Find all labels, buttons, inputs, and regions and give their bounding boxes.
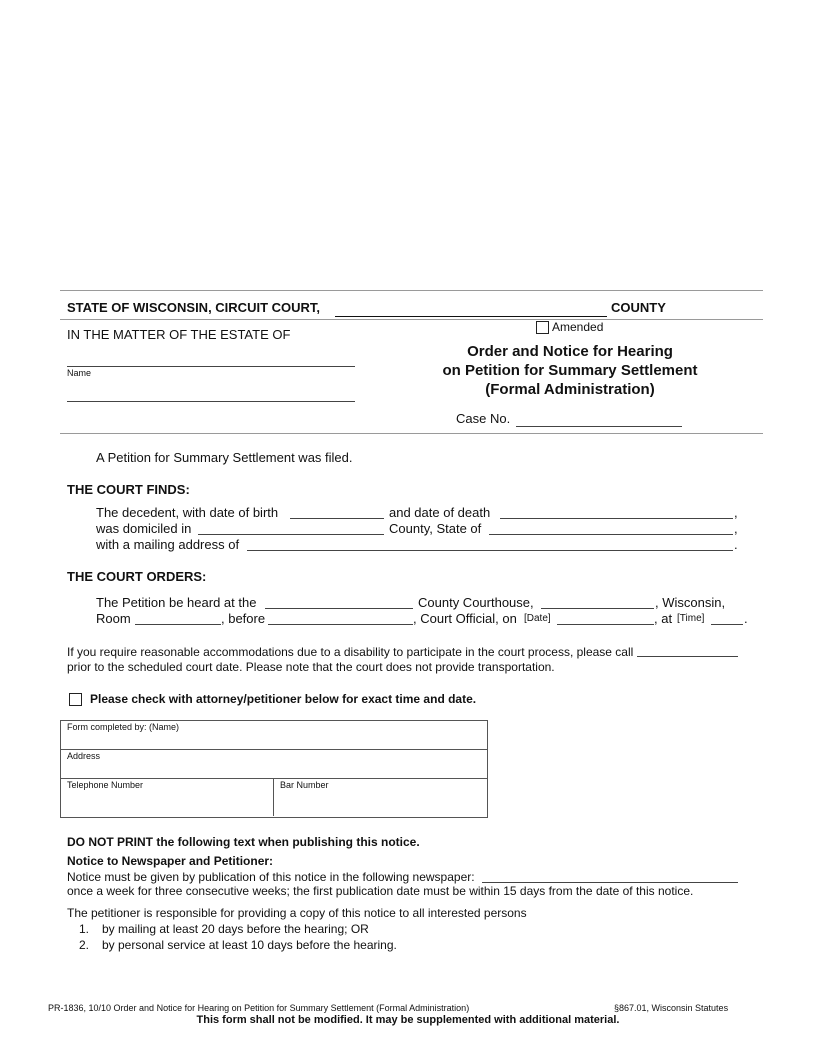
bar-number-label[interactable]: Bar Number xyxy=(280,780,329,790)
title-line-1: Order and Notice for Hearing xyxy=(467,343,673,360)
list-item: by mailing at least 20 days before the hearing; OR xyxy=(102,922,369,936)
newspaper-field[interactable] xyxy=(482,882,738,883)
court-orders-heading: THE COURT ORDERS: xyxy=(67,569,207,584)
date-of-death-field[interactable] xyxy=(500,518,733,519)
time-placeholder: [Time] xyxy=(677,613,705,624)
footer-modification: This form shall not be modified. It may be supplemented with additional material. xyxy=(196,1014,620,1026)
courthouse-county-field[interactable] xyxy=(265,608,413,609)
mailing-address-field[interactable] xyxy=(247,550,733,551)
matter-label: IN THE MATTER OF THE ESTATE OF xyxy=(67,327,291,342)
date-of-birth-field[interactable] xyxy=(290,518,384,519)
header-bottom-rule xyxy=(60,433,763,434)
form-box-divider-1 xyxy=(60,749,487,750)
form-completed-box xyxy=(60,720,488,818)
court-official-field[interactable] xyxy=(268,624,413,625)
accommodation-text-2: prior to the scheduled court date. Please note that the court does not provide transportation. xyxy=(67,660,555,674)
finds-birth-label: The decedent, with date of birth xyxy=(96,505,279,520)
state-court-label: STATE OF WISCONSIN, CIRCUIT COURT, xyxy=(67,300,321,315)
accommodation-text-1: If you require reasonable accommodations due to a disability to participate in the court process, please call xyxy=(67,645,634,659)
amended-checkbox[interactable] xyxy=(536,321,549,334)
court-official-label: , Court Official, on xyxy=(413,611,517,626)
finds-death-label: and date of death xyxy=(389,505,491,520)
estate-name-field-2[interactable] xyxy=(67,401,355,402)
responsible-text: The petitioner is responsible for providing a copy of this notice to all interested persons xyxy=(67,906,527,920)
petition-heard-label: The Petition be heard at the xyxy=(96,595,257,610)
domiciled-label: was domiciled in xyxy=(96,521,192,536)
newspaper-heading: Notice to Newspaper and Petitioner: xyxy=(67,854,274,868)
address-label[interactable]: Address xyxy=(67,751,101,761)
footer-statute: §867.01, Wisconsin Statutes xyxy=(614,1003,729,1013)
courthouse-city-field[interactable] xyxy=(541,608,654,609)
footer-form-id: PR-1836, 10/10 Order and Notice for Hearing on Petition for Summary Settlement (Formal Administration) xyxy=(48,1003,470,1013)
amended-label: Amended xyxy=(552,320,604,334)
finds-comma-2: , xyxy=(734,521,738,536)
court-finds-heading: THE COURT FINDS: xyxy=(67,482,190,497)
publication-text-1: Notice must be given by publication of this notice in the following newspaper: xyxy=(67,870,475,884)
petition-filed-text: A Petition for Summary Settlement was filed. xyxy=(96,450,353,465)
room-field[interactable] xyxy=(135,624,221,625)
check-attorney-label: Please check with attorney/petitioner below for exact time and date. xyxy=(90,692,477,706)
before-label: , before xyxy=(221,611,266,626)
name-label: Name xyxy=(67,368,92,378)
list-item-num: 2. xyxy=(79,938,90,952)
domicile-county-field[interactable] xyxy=(198,534,384,535)
hearing-date-field[interactable] xyxy=(557,624,654,625)
accommodation-phone-field[interactable] xyxy=(637,656,738,657)
county-name-field[interactable] xyxy=(335,316,607,317)
date-placeholder: [Date] xyxy=(524,613,551,624)
form-box-vertical-divider xyxy=(273,778,274,816)
title-line-2: on Petition for Summary Settlement xyxy=(442,362,698,379)
check-attorney-checkbox[interactable] xyxy=(69,693,82,706)
county-state-label: County, State of xyxy=(389,521,482,536)
room-label: Room xyxy=(96,611,131,626)
list-item: by personal service at least 10 days before the hearing. xyxy=(102,938,397,952)
case-number-label: Case No. xyxy=(456,411,511,426)
at-label: , at xyxy=(654,611,673,626)
county-label: COUNTY xyxy=(611,300,666,315)
mailing-address-label: with a mailing address of xyxy=(96,537,240,552)
header-top-rule xyxy=(60,290,763,291)
finds-period: . xyxy=(734,537,738,552)
finds-comma-1: , xyxy=(734,505,738,520)
do-not-print-text: DO NOT PRINT the following text when publishing this notice. xyxy=(67,835,420,849)
header-mid-rule xyxy=(60,319,763,320)
completed-by-label[interactable]: Form completed by: (Name) xyxy=(67,722,180,732)
domicile-state-field[interactable] xyxy=(489,534,733,535)
title-line-3: (Formal Administration) xyxy=(485,381,655,398)
hearing-time-field[interactable] xyxy=(711,624,743,625)
orders-period: . xyxy=(744,611,748,626)
case-number-field[interactable] xyxy=(516,426,682,427)
county-courthouse-label: County Courthouse, xyxy=(418,595,534,610)
wisconsin-label: , Wisconsin, xyxy=(655,595,726,610)
publication-text-2: once a week for three consecutive weeks; the first publication date must be within 15 days from the date of this notice. xyxy=(67,884,694,898)
telephone-label[interactable]: Telephone Number xyxy=(67,780,144,790)
list-item-num: 1. xyxy=(79,922,90,936)
estate-name-field[interactable] xyxy=(67,366,355,367)
